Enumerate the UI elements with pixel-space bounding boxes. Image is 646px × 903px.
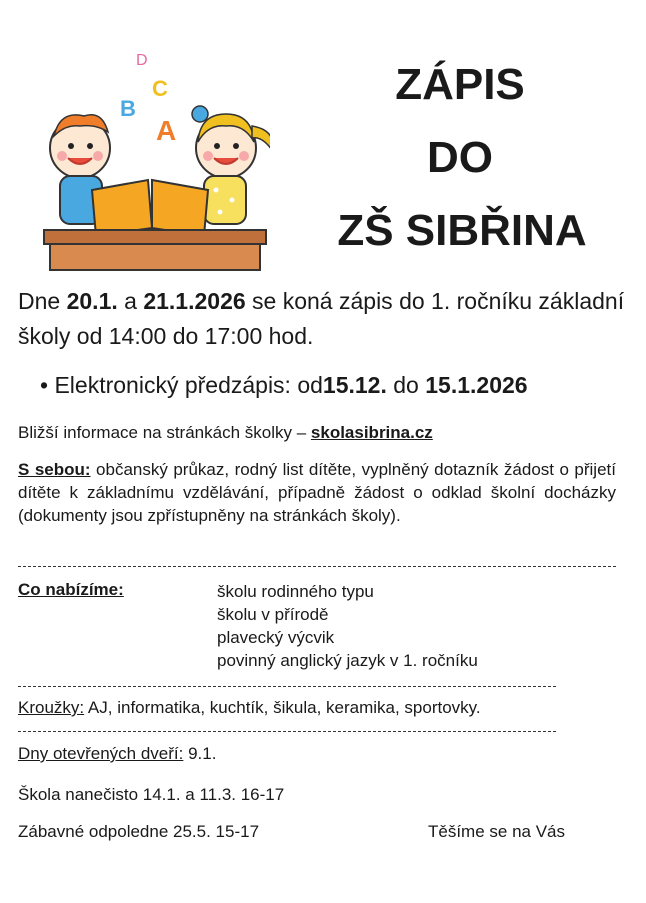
title-line-2: DO: [427, 133, 493, 182]
letter-d: D: [136, 52, 148, 69]
school-website-link[interactable]: skolasibrina.cz: [310, 423, 433, 442]
offer-label: Co nabízíme:: [18, 580, 124, 599]
intro-paragraph: Dne 20.1. a 21.1.2026 se koná zápis do 1. ročníku základní školy od 14:00 do 17:00 hod.: [18, 288, 625, 349]
letter-a: A: [156, 115, 177, 146]
fun-afternoon-line: Zábavné odpoledne 25.5. 15-17: [18, 822, 260, 841]
divider-1: [18, 566, 616, 567]
letter-b: B: [120, 96, 136, 121]
closing-text: Těšíme se na Vás: [428, 822, 566, 841]
book-right: [152, 180, 208, 236]
clubs-line: Kroužky: AJ, informatika, kuchtík, šikula, keramika, sportovky.: [18, 698, 481, 717]
desk-top: [44, 230, 266, 244]
bring-label: S sebou:: [18, 460, 91, 479]
more-info-line: Bližší informace na stránkách školky – skolasibrina.cz: [18, 423, 433, 442]
trial-school-line: Škola nanečisto 14.1. a 11.3. 16-17: [18, 785, 285, 804]
open-day-line: Dny otevřených dveří: 9.1.: [18, 744, 217, 763]
date-first: 20.1.: [66, 288, 118, 314]
offer-item: školu v přírodě: [217, 605, 329, 624]
desk-front: [50, 244, 260, 270]
title-line-1: ZÁPIS: [395, 60, 525, 109]
bullet-icon: •: [40, 372, 55, 398]
divider-3: [18, 731, 556, 732]
offer-item: plavecký výcvik: [217, 628, 335, 647]
offer-item: povinný anglický jazyk v 1. ročníku: [217, 651, 478, 670]
book-left: [92, 180, 152, 236]
title-line-3: ZŠ SIBŘINA: [337, 206, 587, 255]
bring-paragraph: S sebou: občanský průkaz, rodný list dítěte, vyplněný dotazník žádost o přijetí dítěte k základnímu vzdělávání, případně žádost o odklad školní docházky (dokumenty jsou zpřístupněny na stránkách školy).: [18, 460, 616, 525]
preregistration-item: • Elektronický předzápis: od15.12. do 15.1.2026: [40, 372, 528, 398]
date-second: 21.1.2026: [143, 288, 246, 314]
children-reading-illustration: [40, 40, 270, 275]
offer-list: [217, 580, 478, 672]
letter-c: C: [152, 76, 168, 101]
divider-2: [18, 686, 556, 687]
clubs-label: Kroužky:: [18, 698, 85, 717]
offer-item: školu rodinného typu: [217, 582, 374, 601]
